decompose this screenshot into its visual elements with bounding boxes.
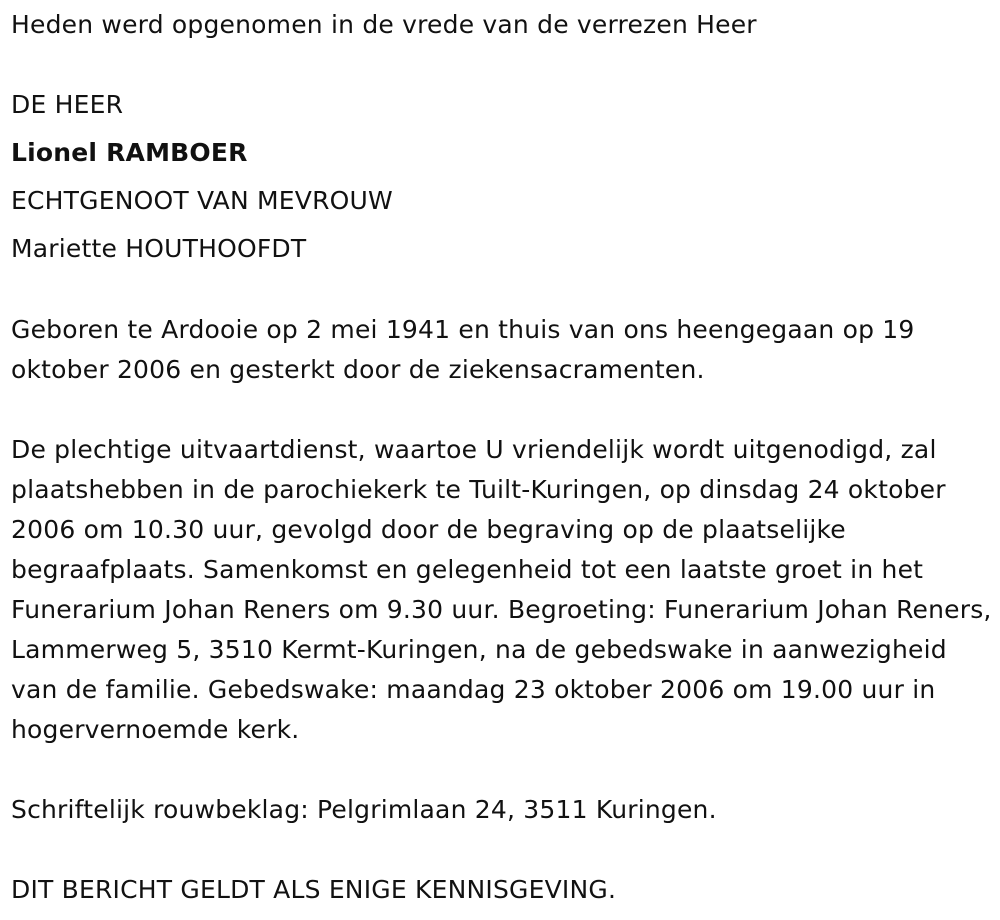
birth-death-paragraph: Geboren te Ardooie op 2 mei 1941 en thuis van ons heengegaan op 19 oktober 2006 en gesterkt door de ziekensacramenten.: [11, 315, 915, 384]
deceased-name: Lionel RAMBOER: [11, 138, 248, 167]
honorific-title: DE HEER: [11, 90, 124, 119]
intro-text: Heden werd opgenomen in de vrede van de verrezen Heer: [11, 10, 757, 39]
funeral-service-paragraph: De plechtige uitvaartdienst, waartoe U vriendelijk wordt uitgenodigd, zal plaatshebben in de parochiekerk te Tuilt-Kuringen, op dinsdag 24 oktober 2006 om 10.30 uur, gevolgd door de begraving op de plaatselijke begraafplaats. Samenkomst en gelegenheid tot een laatste groet in het Funerarium Johan Reners om 9.30 uur. Begroeting: Funerarium Johan Reners, Lammerweg 5, 3510 Kermt-Kuringen, na de gebedswake in aanwezigheid van de familie. Gebedswake: maandag 23 oktober 2006 om 19.00 uur in hogervernoemde kerk.: [11, 435, 992, 744]
spouse-name: Mariette HOUTHOOFDT: [11, 234, 307, 263]
condolence-address: Schriftelijk rouwbeklag: Pelgrimlaan 24, 3511 Kuringen.: [11, 795, 717, 824]
closing-statement: DIT BERICHT GELDT ALS ENIGE KENNISGEVING.: [11, 875, 617, 904]
spouse-label: ECHTGENOOT VAN MEVROUW: [11, 186, 393, 215]
